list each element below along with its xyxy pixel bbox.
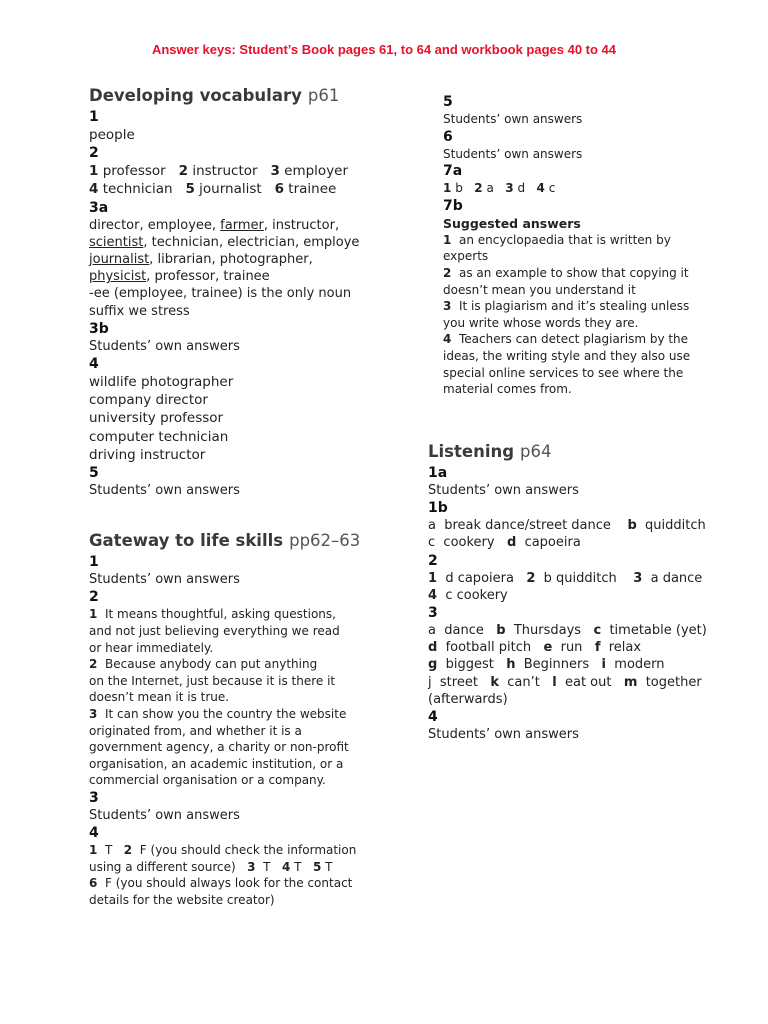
exercise-number: 7b: [443, 197, 463, 214]
answer-line: scientist, technician, electrician, employe: [89, 234, 360, 250]
answer-line: organisation, an academic institution, or a: [89, 756, 344, 771]
answer-line: physicist, professor, trainee: [89, 269, 270, 285]
answer-text: Students’ own answers: [428, 727, 579, 743]
exercise-number: 5: [443, 94, 453, 110]
answer-line: a break dance/street dance b quidditch: [428, 518, 706, 534]
answer-line: experts: [443, 249, 489, 264]
answer-line: journalist, librarian, photographer,: [89, 252, 313, 268]
answer-line: 4 c cookery: [428, 587, 508, 603]
answer-line: 1 T 2 F (you should check the information: [89, 843, 357, 858]
exercise-number: 1b: [428, 500, 448, 517]
answer-line: (afterwards): [428, 691, 508, 707]
left-column: [89, 84, 389, 909]
section-page-ref: p61: [307, 86, 340, 105]
answer-line: 2 as an example to show that copying it: [443, 265, 689, 280]
answer-line: material comes from.: [443, 382, 572, 397]
answer-line: doesn’t mean it is true.: [89, 690, 230, 705]
answer-text: Students’ own answers: [443, 112, 583, 126]
answer-text: people: [89, 127, 135, 143]
answer-line: 1 an encyclopaedia that is written by: [443, 232, 671, 247]
answer-line: 3 It is plagiarism and it’s stealing unless: [443, 299, 690, 314]
answer-line: a dance b Thursdays c timetable (yet): [428, 623, 707, 639]
exercise-block: [89, 824, 389, 908]
answer-line: 1 It means thoughtful, asking questions,: [89, 607, 336, 622]
answer-line: g biggest h Beginners i modern: [428, 657, 665, 673]
section-title-text: Gateway to life skills: [89, 531, 284, 551]
answer-text: Students’ own answers: [443, 146, 583, 161]
exercise-number: 6: [443, 128, 453, 145]
list-item: wildlife photographer: [89, 374, 234, 391]
exercise-number: 1: [89, 554, 99, 571]
answer-text: Students’ own answers: [89, 807, 240, 823]
answer-line: details for the website creator): [89, 892, 275, 907]
exercise-number: 4: [89, 356, 99, 373]
exercise-number: 3a: [89, 199, 109, 216]
answer-line: director, employee, farmer, instructor,: [89, 217, 340, 233]
section-title-gateway: [89, 529, 389, 553]
answer-line: or hear immediately.: [89, 640, 214, 655]
answer-text: Students’ own answers: [428, 483, 579, 498]
list-item: driving instructor: [89, 446, 206, 463]
answer-line: 3 It can show you the country the website: [89, 707, 347, 722]
answer-line: using a different source) 3 T 4 T 5 T: [89, 859, 333, 874]
answer-line: 1 b 2 a 3 d 4 c: [443, 181, 556, 196]
answer-line: 4 technician 5 journalist 6 trainee: [89, 181, 337, 198]
answer-text: Students’ own answers: [89, 572, 240, 588]
answer-line: -ee (employee, trainee) is the only noun: [89, 286, 352, 302]
list-item: computer technician: [89, 428, 229, 445]
section-page-ref: p64: [520, 442, 552, 461]
exercise-number: 7a: [443, 163, 463, 180]
answer-line: 1 professor 2 instructor 3 employer: [89, 163, 349, 180]
answer-line: doesn’t mean you understand it: [443, 282, 636, 297]
answer-line: suffix we stress: [89, 303, 190, 319]
answer-line: 4 Teachers can detect plagiarism by the: [443, 332, 689, 347]
exercise-number: 3b: [89, 320, 109, 337]
exercise-number: 4: [428, 709, 438, 726]
list-item: company director: [89, 392, 208, 409]
suggested-answers-heading: Suggested answers: [443, 215, 581, 231]
section-title-developing-vocabulary: [89, 84, 389, 108]
answer-line: originated from, and whether it is a: [89, 723, 302, 738]
answer-text: Students’ own answers: [89, 483, 240, 499]
answer-line: c cookery d capoeira: [428, 535, 581, 551]
section-title-listening: [428, 440, 728, 464]
answer-line: and not just believing everything we read: [89, 624, 340, 639]
answer-line: special online services to see where the: [443, 365, 684, 380]
list-item: university professor: [89, 410, 224, 427]
answer-line: government agency, a charity or non-profit: [89, 740, 349, 755]
answer-line: d football pitch e run f relax: [428, 640, 642, 656]
exercise-number: 1: [89, 109, 99, 125]
answer-line: 1 d capoiera 2 b quidditch 3 a dance: [428, 570, 703, 586]
section-page-ref: pp62–63: [289, 531, 361, 551]
right-column-top: [443, 93, 733, 398]
exercise-number: 1a: [428, 465, 448, 481]
answer-line: ideas, the writing style and they also use: [443, 348, 691, 363]
exercise-number: 4: [89, 825, 99, 842]
answer-line: you write whose words they are.: [443, 315, 639, 330]
section-title-text: Listening: [428, 442, 515, 461]
answer-line: on the Internet, just because it is there it: [89, 673, 336, 688]
exercise-block: [89, 588, 389, 789]
exercise-number: 3: [89, 789, 99, 806]
answer-line: commercial organisation or a company.: [89, 773, 326, 788]
answer-line: 2 Because anybody can put anything: [89, 657, 318, 672]
answer-text: Students’ own answers: [89, 338, 240, 354]
page-header: Answer keys: Student’s Book pages 61, to 64 and workbook pages 40 to 44: [151, 42, 617, 57]
exercise-number: 2: [89, 589, 99, 606]
exercise-number: 5: [89, 465, 99, 482]
answer-line: 6 F (you should always look for the contact: [89, 876, 353, 891]
exercise-number: 3: [428, 605, 438, 622]
right-column-listening: [428, 440, 728, 743]
answer-line: j street k can’t l eat out m together: [428, 674, 702, 690]
exercise-number: 2: [89, 145, 99, 162]
section-title-text: Developing vocabulary: [89, 86, 302, 105]
exercise-number: 2: [428, 552, 438, 569]
